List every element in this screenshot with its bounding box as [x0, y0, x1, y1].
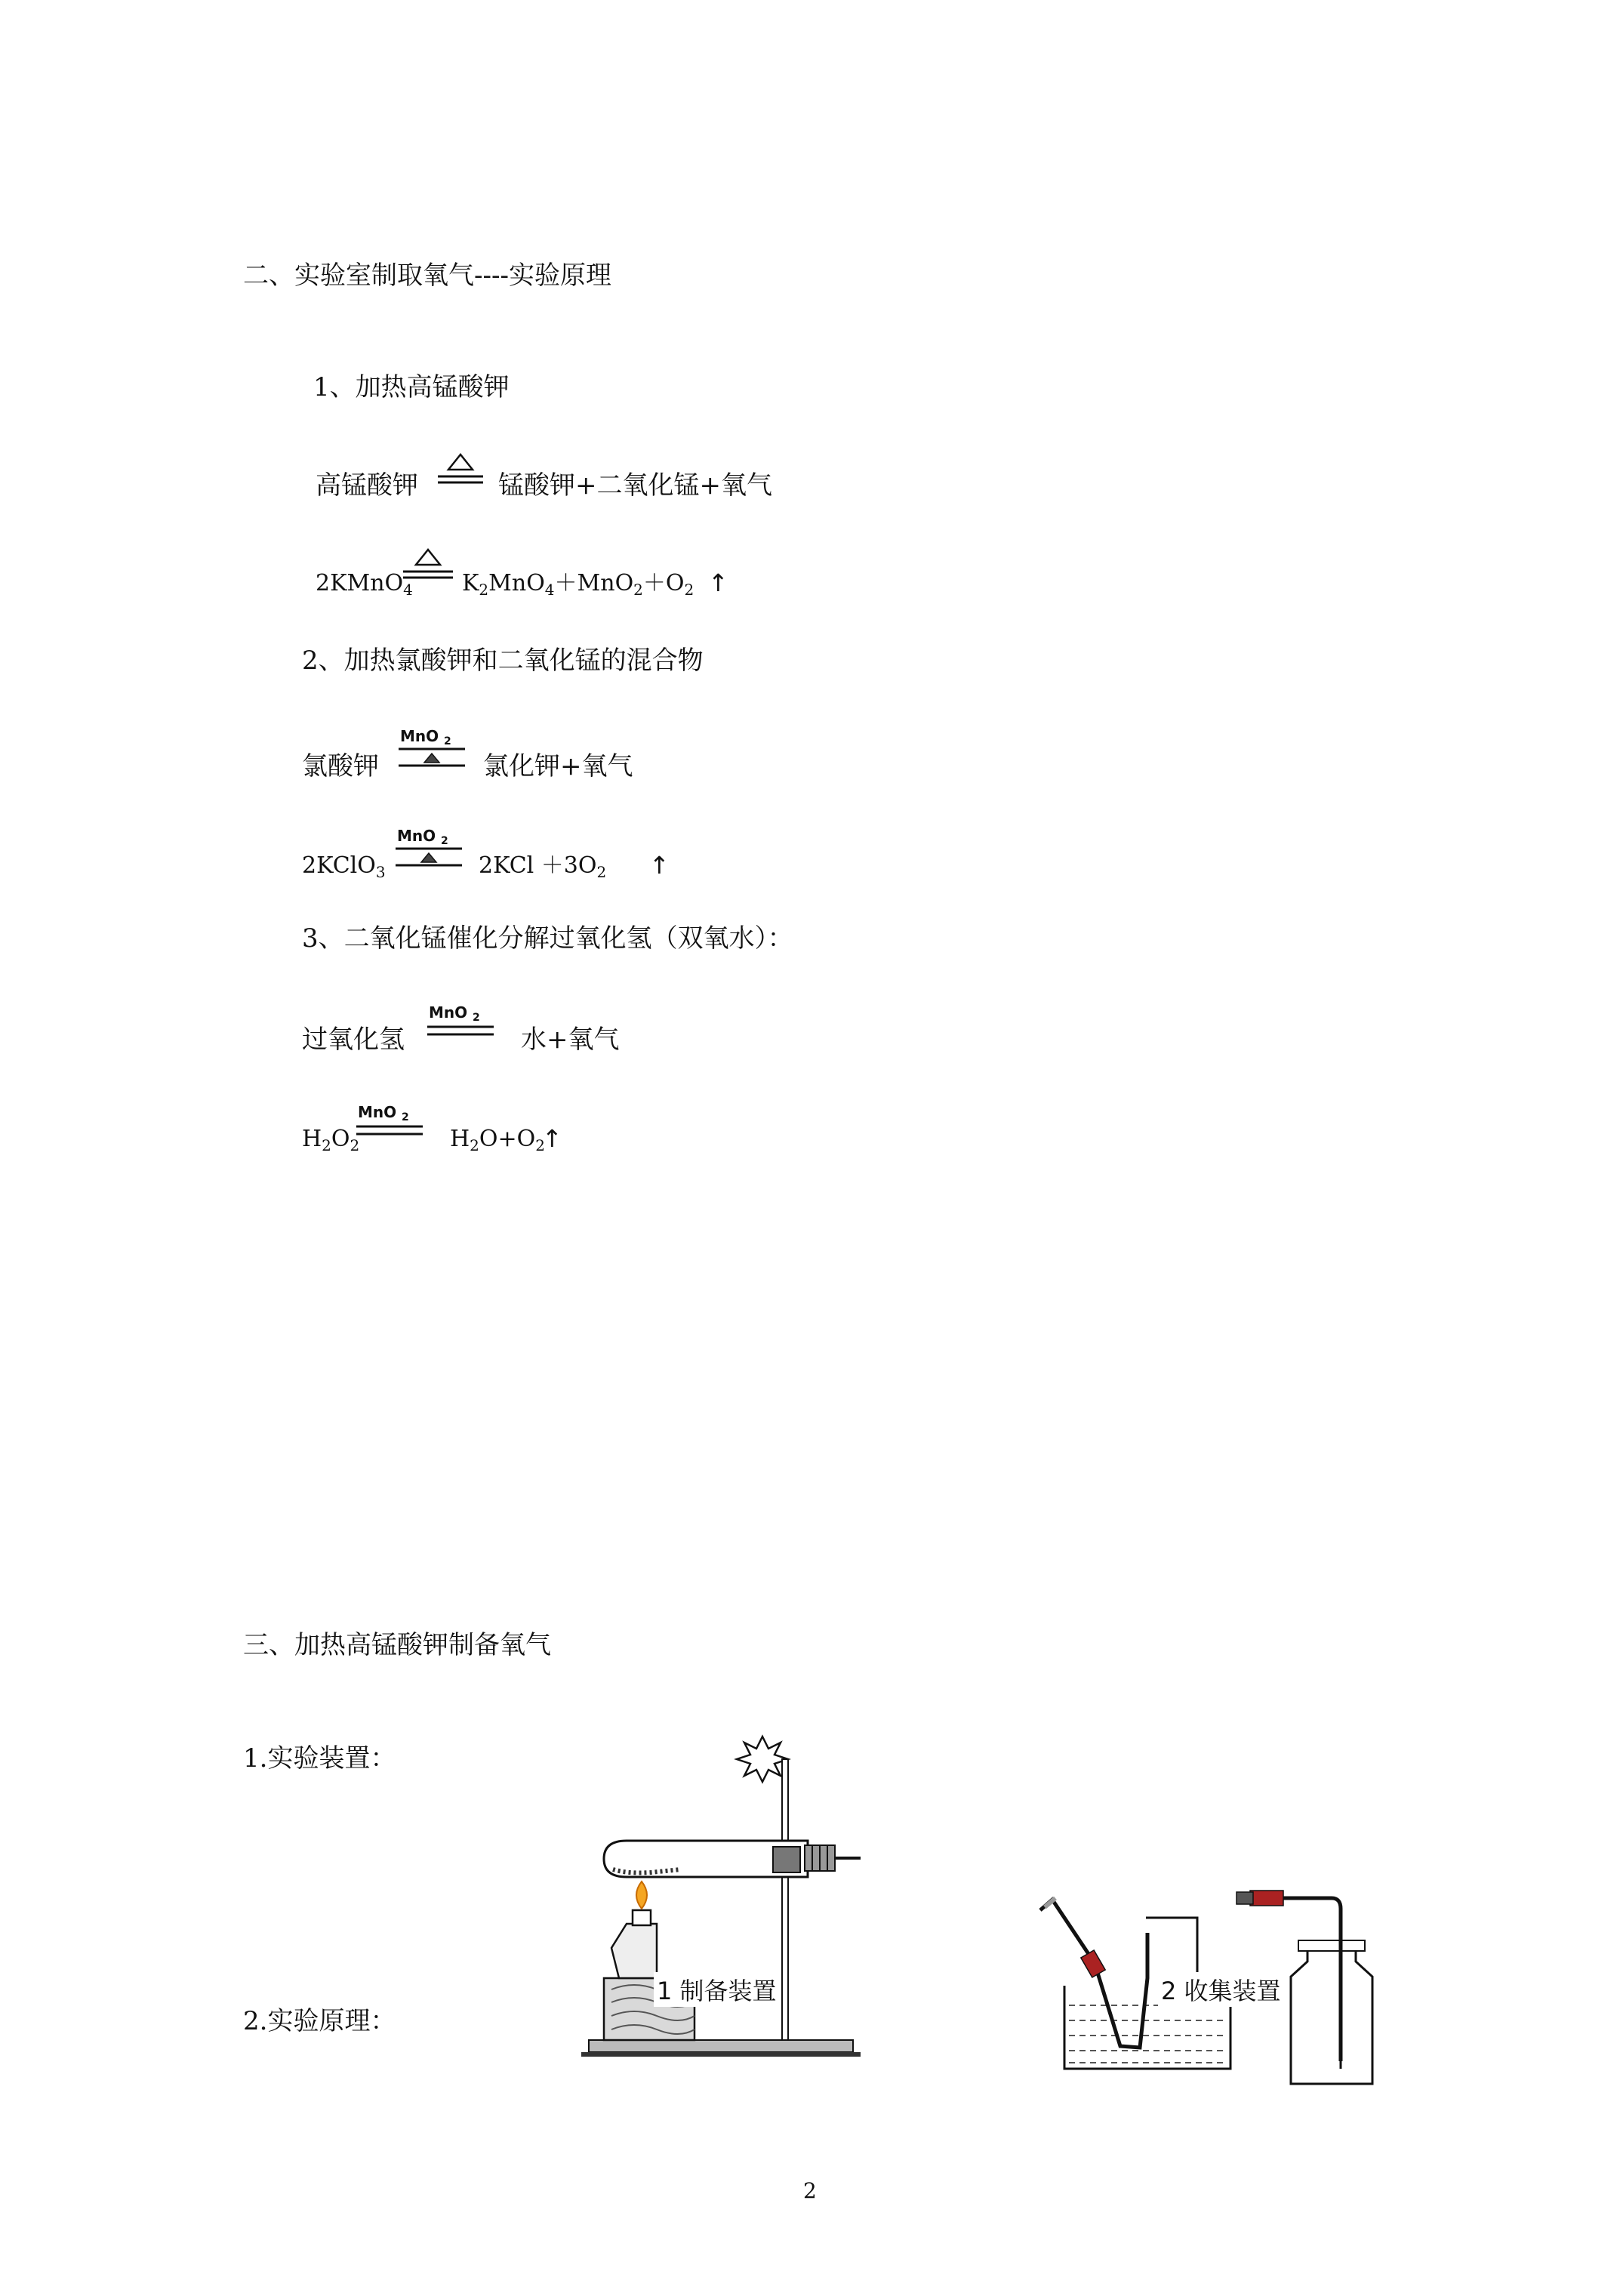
catalyst-heating-condition	[397, 726, 470, 772]
item3-formula-products: $H_2O+O_2$	[450, 1126, 545, 1154]
spark-icon	[737, 1737, 788, 1782]
catalyst-subscript: 2	[402, 1111, 409, 1123]
catalyst-heating-condition	[394, 826, 467, 871]
catalyst-subscript: 2	[441, 835, 448, 847]
item1-heading: 1、加热高锰酸钾	[313, 372, 510, 402]
catalyst-condition	[355, 1102, 427, 1145]
gas-arrow-icon: ↑	[542, 1124, 562, 1153]
item3-word-reactant: 过氧化氢	[302, 1025, 405, 1055]
catalyst-label: MnO	[397, 827, 436, 845]
section2-title: 二、实验室制取氧气----实验原理	[243, 260, 611, 291]
figure2-label: 2 收集装置	[1158, 1972, 1284, 2007]
section3-item1: 1.实验装置：	[243, 1743, 396, 1774]
item2-word-reactant: 氯酸钾	[302, 751, 379, 781]
catalyst-label: MnO	[429, 1003, 468, 1022]
item1-word-products: 锰酸钾+二氧化锰+氧气	[498, 470, 772, 501]
preparation-apparatus-figure	[574, 1729, 876, 2069]
figure1-label: 1 制备装置	[654, 1972, 780, 2007]
catalyst-condition	[426, 1003, 498, 1045]
item1-formula-reactant: 2KMnO$_4$	[316, 570, 413, 599]
heating-condition-sign	[402, 547, 454, 584]
item3-word-products: 水+氧气	[521, 1025, 620, 1055]
page-number: 2	[803, 2178, 817, 2203]
item1-formula-products: $K_2MnO_4+MnO_2+O_2$	[462, 570, 694, 599]
section3-item2: 2.实验原理：	[243, 2006, 396, 2036]
heating-condition-sign	[436, 451, 485, 489]
item2-formula-reactant: 2KClO$_3$	[302, 852, 386, 881]
item2-formula-products: $2KCl +3O_2$	[479, 852, 607, 881]
item2-heading: 2、加热氯酸钾和二氧化锰的混合物	[302, 646, 704, 676]
item1-word-reactant: 高锰酸钾	[316, 470, 418, 501]
gas-arrow-icon: ↑	[649, 851, 670, 880]
gas-arrow-icon: ↑	[708, 569, 728, 597]
catalyst-subscript: 2	[444, 735, 451, 747]
item2-word-products: 氯化钾+氧气	[483, 751, 633, 781]
catalyst-label: MnO	[358, 1103, 397, 1121]
item3-formula-reactant: $H_2O_2$	[302, 1126, 360, 1154]
item3-heading: 3、二氧化锰催化分解过氧化氢（双氧水）：	[302, 923, 793, 954]
section3-title: 三、加热高锰酸钾制备氧气	[243, 1630, 551, 1660]
catalyst-label: MnO	[400, 727, 439, 745]
catalyst-subscript: 2	[473, 1012, 480, 1024]
